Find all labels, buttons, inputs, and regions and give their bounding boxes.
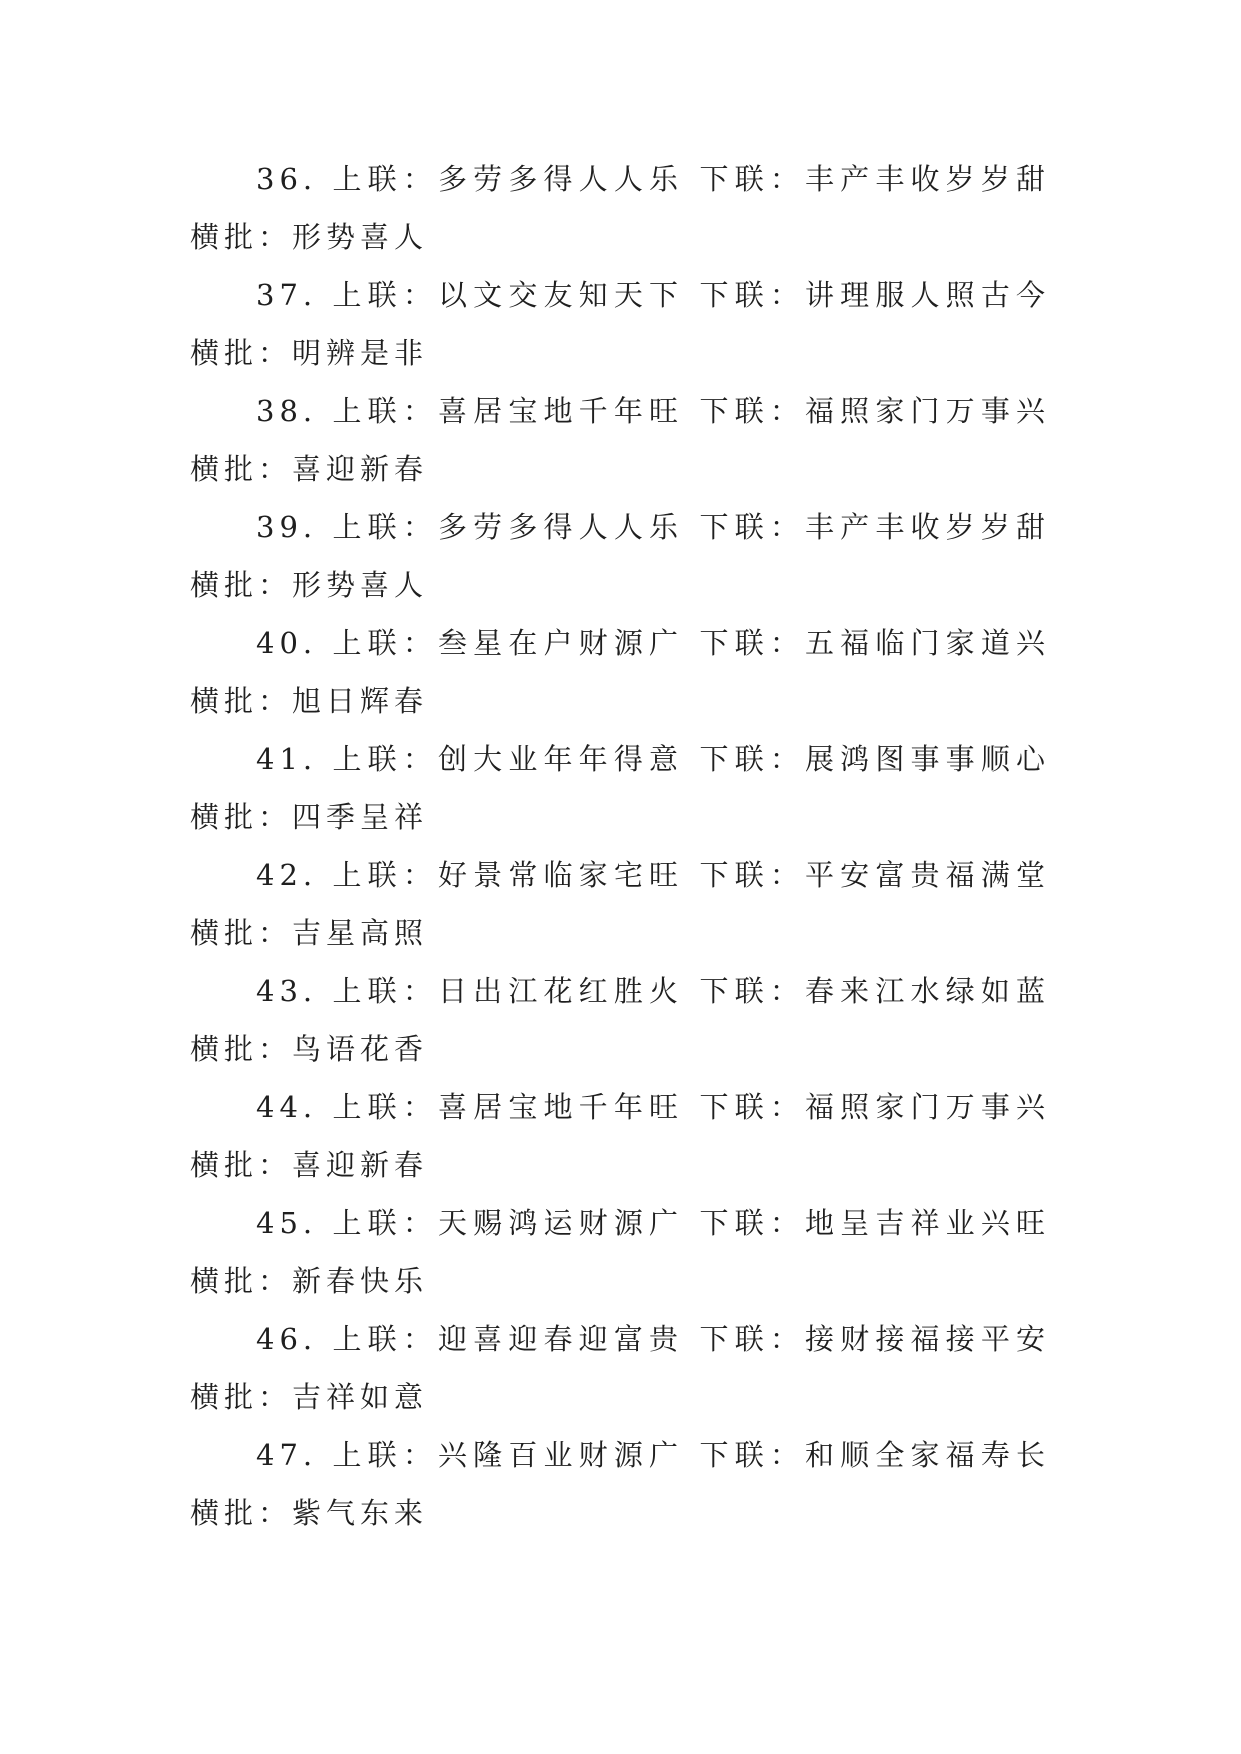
couplet-entry-45 bbox=[190, 1194, 1065, 1310]
entry-text: 上联：日出江花红胜火 下联：春来江水绿如蓝 横批：鸟语花香 bbox=[190, 974, 1065, 1066]
entry-number: 39. bbox=[256, 510, 318, 544]
entry-number: 42. bbox=[256, 858, 318, 892]
entry-number: 44. bbox=[256, 1090, 318, 1124]
couplet-entry-46 bbox=[190, 1310, 1065, 1426]
couplet-entry-36 bbox=[190, 150, 1065, 266]
entry-text: 上联：迎喜迎春迎富贵 下联：接财接福接平安 横批：吉祥如意 bbox=[190, 1322, 1065, 1414]
entry-number: 40. bbox=[256, 626, 318, 660]
entry-text: 上联：以文交友知天下 下联：讲理服人照古今 横批：明辨是非 bbox=[190, 278, 1065, 370]
entry-number: 41. bbox=[256, 742, 318, 776]
couplet-entry-42 bbox=[190, 846, 1065, 962]
couplet-list bbox=[190, 150, 1065, 1542]
entry-text: 上联：创大业年年得意 下联：展鸿图事事顺心 横批：四季呈祥 bbox=[190, 742, 1065, 834]
entry-text: 上联：喜居宝地千年旺 下联：福照家门万事兴 横批：喜迎新春 bbox=[190, 394, 1065, 486]
couplet-entry-43 bbox=[190, 962, 1065, 1078]
couplet-entry-39 bbox=[190, 498, 1065, 614]
entry-number: 36. bbox=[256, 162, 318, 196]
entry-number: 45. bbox=[256, 1206, 318, 1240]
entry-number: 37. bbox=[256, 278, 318, 312]
entry-number: 38. bbox=[256, 394, 318, 428]
entry-text: 上联：喜居宝地千年旺 下联：福照家门万事兴 横批：喜迎新春 bbox=[190, 1090, 1065, 1182]
couplet-entry-37 bbox=[190, 266, 1065, 382]
couplet-entry-47 bbox=[190, 1426, 1065, 1542]
entry-text: 上联：兴隆百业财源广 下联：和顺全家福寿长 横批：紫气东来 bbox=[190, 1438, 1065, 1530]
entry-text: 上联：叁星在户财源广 下联：五福临门家道兴 横批：旭日辉春 bbox=[190, 626, 1065, 718]
couplet-entry-38 bbox=[190, 382, 1065, 498]
entry-number: 43. bbox=[256, 974, 318, 1008]
entry-text: 上联：多劳多得人人乐 下联：丰产丰收岁岁甜 横批：形势喜人 bbox=[190, 162, 1065, 254]
entry-text: 上联：多劳多得人人乐 下联：丰产丰收岁岁甜 横批：形势喜人 bbox=[190, 510, 1065, 602]
entry-text: 上联：好景常临家宅旺 下联：平安富贵福满堂 横批：吉星高照 bbox=[190, 858, 1065, 950]
couplet-entry-41 bbox=[190, 730, 1065, 846]
entry-number: 47. bbox=[256, 1438, 318, 1472]
entry-number: 46. bbox=[256, 1322, 318, 1356]
couplet-entry-44 bbox=[190, 1078, 1065, 1194]
couplet-entry-40 bbox=[190, 614, 1065, 730]
entry-text: 上联：天赐鸿运财源广 下联：地呈吉祥业兴旺 横批：新春快乐 bbox=[190, 1206, 1065, 1298]
